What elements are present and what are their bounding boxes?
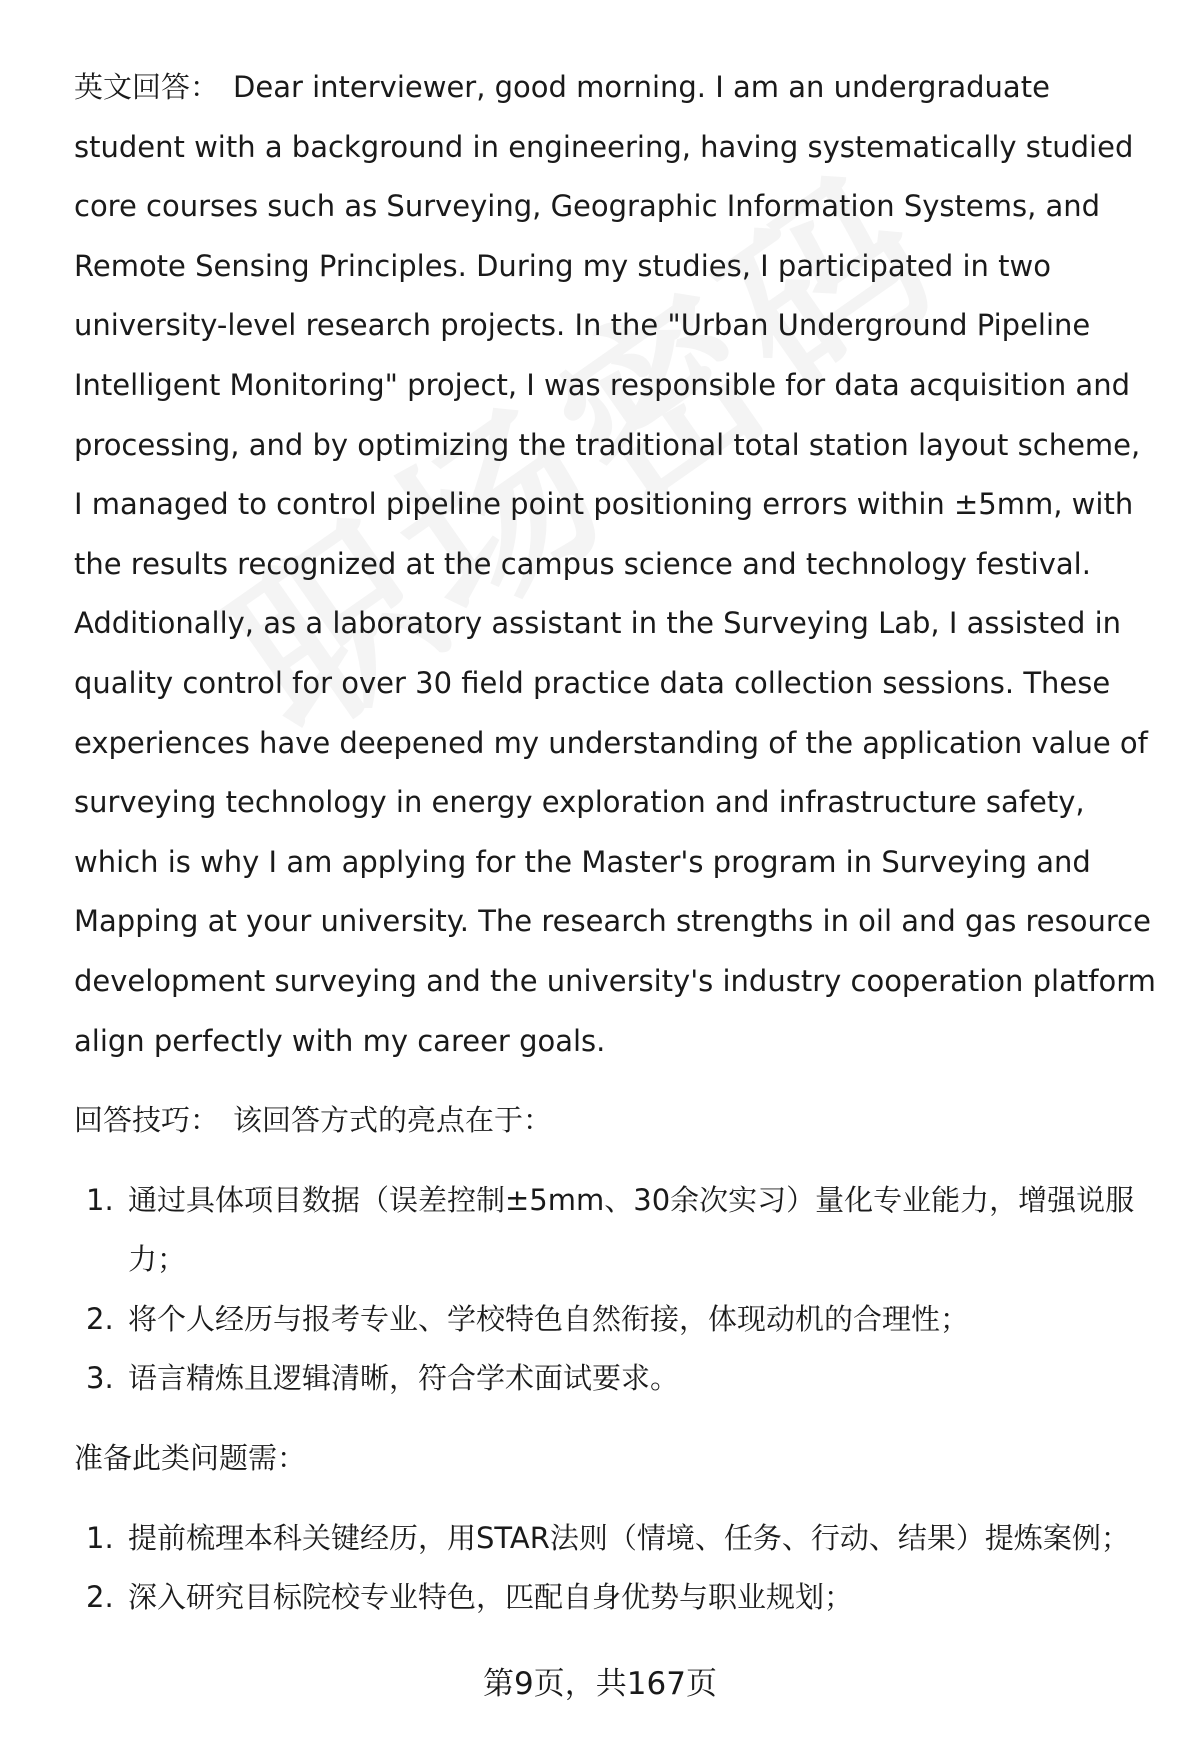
list-item-number: 3. <box>86 1361 114 1396</box>
list-item-text: 将个人经历与报考专业、学校特色自然衔接，体现动机的合理性； <box>128 1301 970 1336</box>
list-item-number: 2. <box>86 1580 114 1615</box>
document-page <box>74 58 1156 1628</box>
list-item <box>74 1568 1156 1628</box>
list-item <box>74 1171 1156 1290</box>
list-item-number: 1. <box>86 1182 114 1217</box>
page-number: 第9页，共167页 <box>483 1666 717 1702</box>
list-item-text: 提前梳理本科关键经历，用STAR法则（情境、任务、行动、结果）提炼案例； <box>128 1520 1130 1555</box>
list-item <box>74 1349 1156 1409</box>
prep-list <box>74 1509 1156 1628</box>
list-item-text: 通过具体项目数据（误差控制±5mm、30余次实习）量化专业能力，增强说服力； <box>128 1182 1135 1277</box>
tips-heading <box>74 1091 1156 1151</box>
list-item-text: 深入研究目标院校专业特色，匹配自身优势与职业规划； <box>128 1580 854 1615</box>
list-item <box>74 1290 1156 1350</box>
tips-label: 回答技巧： <box>74 1103 220 1138</box>
english-answer-label: 英文回答： <box>74 70 220 104</box>
tips-intro: 该回答方式的亮点在于： <box>233 1103 553 1138</box>
list-item-number: 2. <box>86 1301 114 1336</box>
prep-heading: 准备此类问题需： <box>74 1441 307 1476</box>
list-item-text: 语言精炼且逻辑清晰，符合学术面试要求。 <box>128 1361 680 1396</box>
list-item <box>74 1509 1156 1569</box>
tips-list <box>74 1171 1156 1409</box>
english-answer-text: Dear interviewer, good morning. I am an undergraduate student with a background in engineering, having systematically studied core courses such as Surveying, Geographic Information Systems, and Remote Sensing Principles. During my studies, I participated in two university-level research projects. In the "Urban Underground Pipeline Intelligent Monitoring" project, I was responsible for data acquisition and processing, and by optimizing the traditional total station layout scheme, I managed to control pipeline point positioning errors within ±5mm, with the results recognized at the campus science and technology festival. Additionally, as a laboratory assistant in the Surveying Lab, I assisted in quality control for over 30 field practice data collection sessions. These experiences have deepened my understanding of the application value of surveying technology in energy exploration and infrastructure safety, which is why I am applying for the Master's program in Surveying and Mapping at your university. The research strengths in oil and gas resource development surveying and the university's industry cooperation platform align perfectly with my career goals. <box>74 70 1156 1058</box>
list-item-number: 1. <box>86 1520 114 1555</box>
english-answer-paragraph <box>74 58 1156 1071</box>
